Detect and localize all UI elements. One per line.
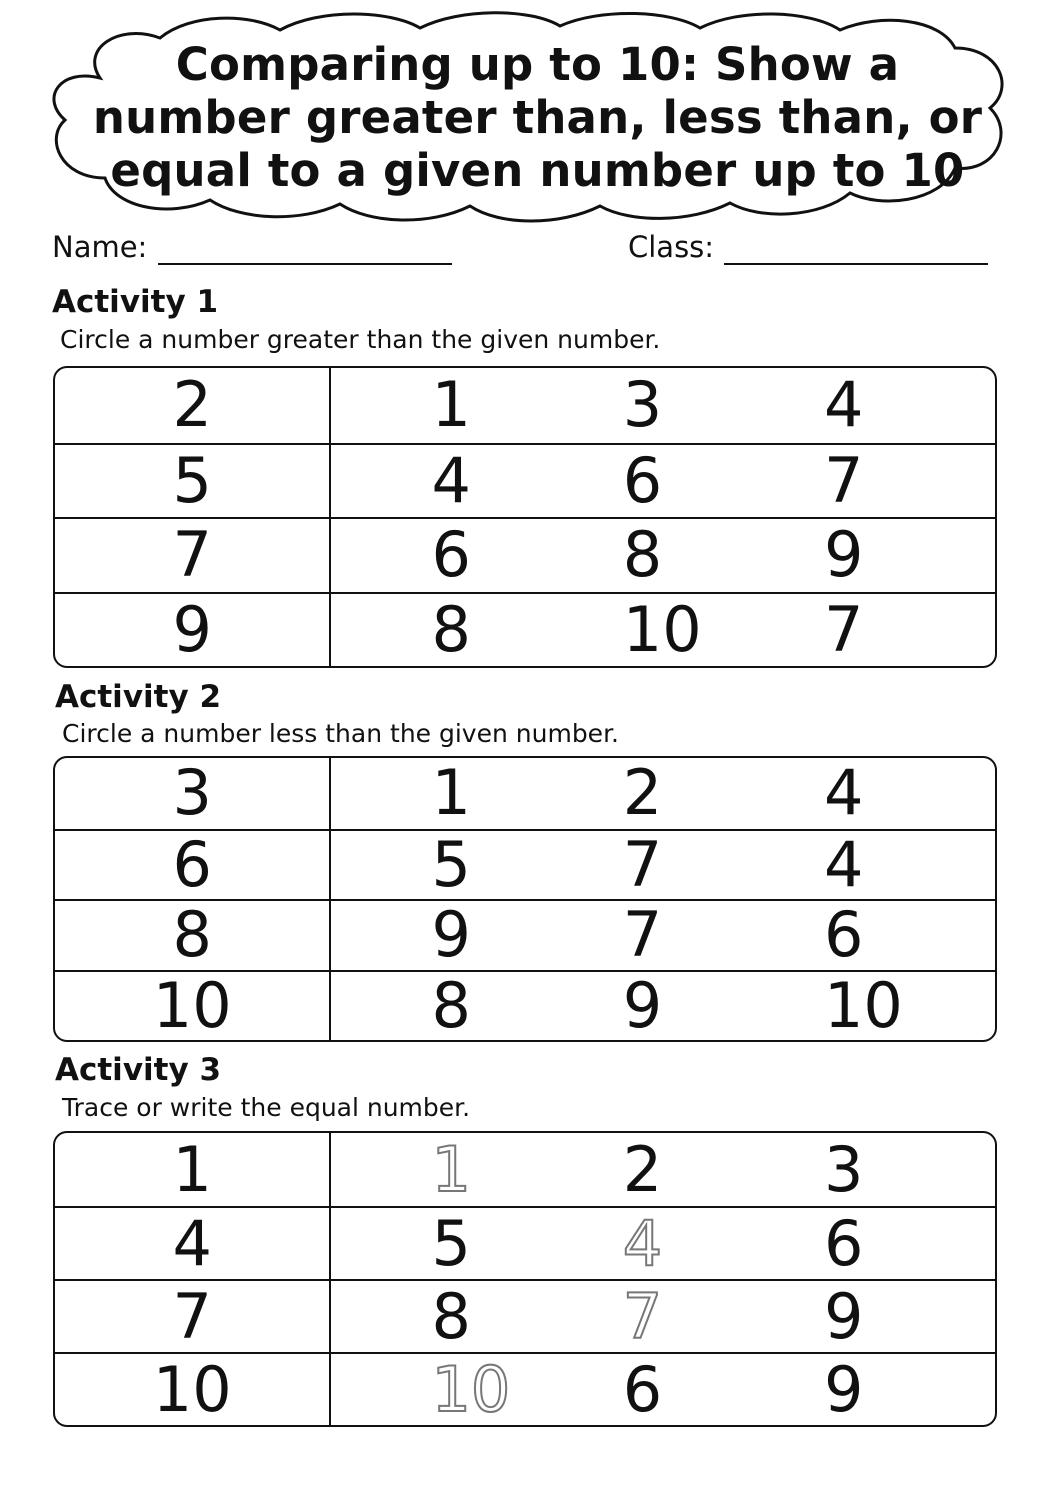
choice-number[interactable]: 4 (823, 756, 864, 830)
activity-3-instruction: Trace or write the equal number. (62, 1093, 471, 1122)
choice-number[interactable]: 9 (823, 1352, 864, 1426)
activity-3-table (53, 1131, 997, 1427)
table-row (55, 970, 995, 1041)
choice-number[interactable]: 9 (823, 1279, 864, 1353)
choice-number[interactable]: 8 (431, 592, 471, 666)
table-row (55, 1352, 995, 1425)
choice-number[interactable]: 6 (823, 898, 864, 972)
table-row (55, 517, 995, 592)
table-row (55, 899, 995, 970)
given-number: 2 (55, 368, 331, 443)
choice-number[interactable]: 9 (823, 518, 864, 592)
given-number: 8 (55, 901, 331, 970)
choice-number[interactable]: 2 (622, 1132, 663, 1206)
given-number: 10 (55, 1354, 331, 1425)
given-number: 5 (55, 445, 331, 518)
choice-number[interactable]: 2 (622, 756, 663, 830)
page-title: Comparing up to 10: Show a number greater than, less than, or equal to a given number up to 10 (92, 38, 983, 197)
given-number: 7 (55, 1281, 331, 1352)
choice-number[interactable]: 3 (823, 1132, 864, 1206)
given-number: 7 (55, 519, 331, 592)
class-label: Class: (628, 230, 715, 264)
choice-number[interactable]: 3 (622, 368, 663, 442)
activity-1-heading: Activity 1 (52, 284, 219, 320)
trace-number[interactable]: 10 (431, 1352, 511, 1426)
table-row (55, 829, 995, 900)
choice-number[interactable]: 7 (823, 443, 864, 517)
activity-2-instruction: Circle a number less than the given number. (62, 719, 619, 748)
choice-number[interactable]: 4 (823, 368, 864, 442)
activity-2-table (53, 756, 997, 1042)
given-number: 1 (55, 1133, 331, 1206)
table-row (55, 443, 995, 518)
class-field[interactable] (724, 263, 988, 265)
choice-number[interactable]: 1 (431, 368, 471, 442)
table-row (55, 1133, 995, 1206)
choice-number[interactable]: 7 (823, 592, 864, 666)
choice-number[interactable]: 10 (622, 592, 702, 666)
given-number: 4 (55, 1208, 331, 1279)
choice-number[interactable]: 6 (622, 1352, 663, 1426)
choice-number[interactable]: 6 (431, 518, 471, 592)
choice-number[interactable]: 4 (823, 827, 864, 901)
choice-number[interactable]: 6 (622, 443, 663, 517)
table-row (55, 592, 995, 667)
trace-number[interactable]: 7 (622, 1279, 663, 1353)
choice-number[interactable]: 9 (431, 898, 471, 972)
choice-number[interactable]: 6 (823, 1206, 864, 1280)
given-number: 10 (55, 972, 331, 1041)
activity-2-heading: Activity 2 (55, 679, 222, 715)
given-number: 6 (55, 831, 331, 900)
table-row (55, 1206, 995, 1279)
trace-number[interactable]: 1 (431, 1132, 471, 1206)
given-number: 9 (55, 594, 331, 667)
choice-number[interactable]: 5 (431, 827, 471, 901)
table-row (55, 368, 995, 443)
name-field[interactable] (158, 263, 452, 265)
trace-number[interactable]: 4 (622, 1206, 663, 1280)
choice-number[interactable]: 4 (431, 443, 471, 517)
activity-1-table (53, 366, 997, 668)
choice-number[interactable]: 7 (622, 898, 663, 972)
choice-number[interactable]: 1 (431, 756, 471, 830)
choice-number[interactable]: 7 (622, 827, 663, 901)
choice-number[interactable]: 5 (431, 1206, 471, 1280)
given-number: 3 (55, 758, 331, 829)
name-label: Name: (52, 230, 148, 264)
activity-1-instruction: Circle a number greater than the given number. (60, 325, 661, 354)
table-row (55, 1279, 995, 1352)
choice-number[interactable]: 10 (823, 968, 903, 1042)
choice-number[interactable]: 8 (431, 1279, 471, 1353)
choice-number[interactable]: 8 (431, 968, 471, 1042)
choice-number[interactable]: 8 (622, 518, 663, 592)
table-row (55, 758, 995, 829)
choice-number[interactable]: 9 (622, 968, 663, 1042)
activity-3-heading: Activity 3 (55, 1052, 222, 1088)
